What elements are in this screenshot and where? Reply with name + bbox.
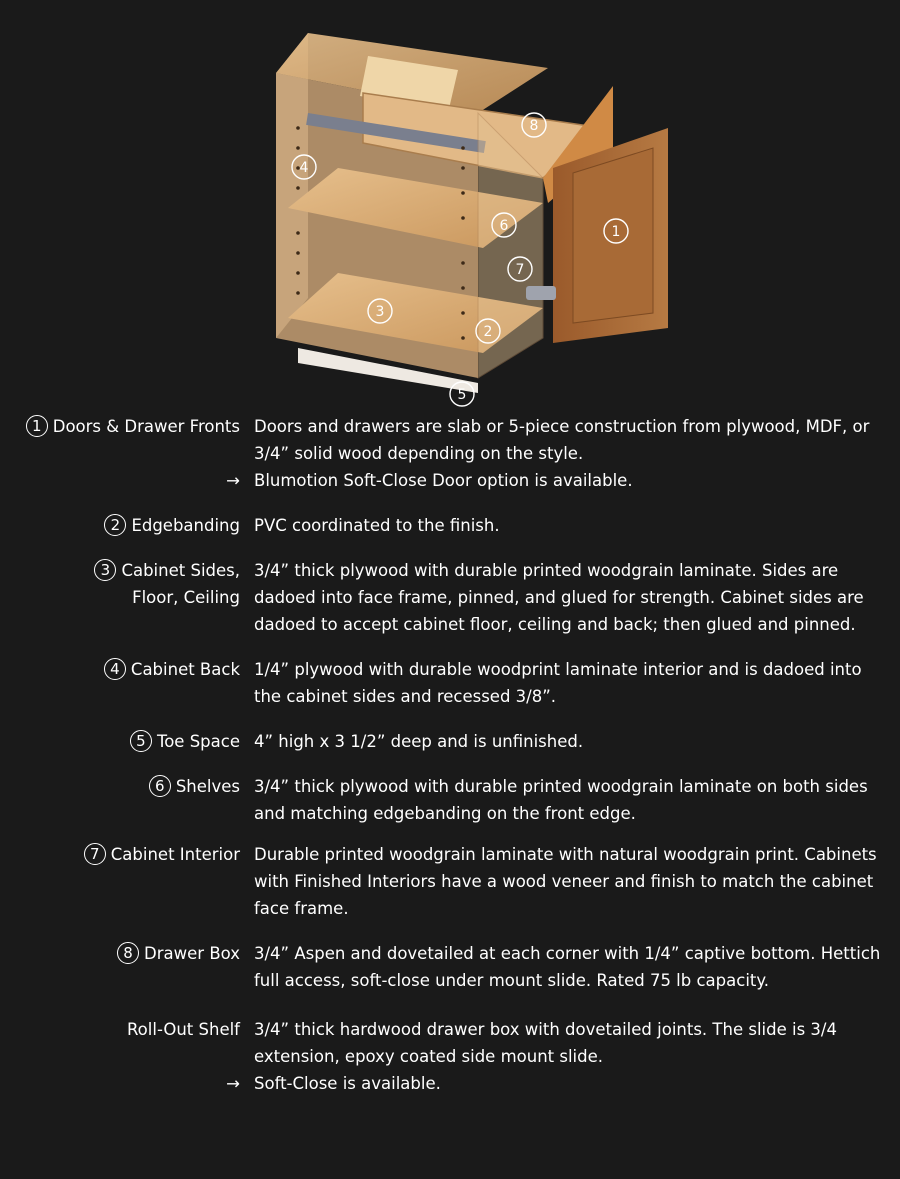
- spec-item-roll-out-shelf: [0, 1016, 900, 1070]
- cabinet-diagram: [268, 18, 708, 410]
- spec-label: Drawer Box: [144, 944, 240, 963]
- spec-description: 3/4” thick plywood with durable printed woodgrain laminate. Sides are dadoed into face frame, pinned, and glued for strength. Cabinet sides are dadoed to accept cabinet floor, ceiling and back; then glued and pinned.: [254, 561, 864, 634]
- spec-description: 3/4” Aspen and dovetailed at each corner with 1/4” captive bottom. Hettich full access, soft-close under mount slide. Rated 75 lb capacity.: [254, 944, 881, 990]
- marker-4-label: 4: [299, 160, 309, 176]
- spec-description: Doors and drawers are slab or 5-piece construction from plywood, MDF, or 3/4” solid wood depending on the style.: [254, 417, 870, 463]
- spec-label: Cabinet Sides,: [121, 561, 240, 580]
- spec-number: 7: [84, 843, 106, 865]
- marker-6-label: 6: [499, 218, 509, 234]
- spec-item-toe-space: [0, 728, 900, 755]
- spec-number: 4: [104, 658, 126, 680]
- spec-note-roll-out: [0, 1070, 900, 1097]
- spec-item-shelves: [0, 773, 900, 827]
- spec-item-sides: [0, 557, 900, 638]
- spec-label: Toe Space: [156, 732, 240, 751]
- spec-item-back: [0, 656, 900, 710]
- spec-label: Roll-Out Shelf: [126, 1020, 240, 1039]
- spec-note: Soft-Close is available.: [254, 1074, 441, 1093]
- spec-number: 3: [94, 559, 116, 581]
- spec-label: Cabinet Back: [130, 660, 240, 679]
- spec-list: [0, 409, 900, 1097]
- spec-item-drawer-box: [0, 940, 900, 994]
- marker-3-label: 3: [375, 304, 385, 320]
- spec-description: 4” high x 3 1/2” deep and is unfinished.: [254, 732, 584, 751]
- spec-description: 3/4” thick plywood with durable printed woodgrain laminate on both sides and matching edgebanding on the front edge.: [254, 777, 868, 823]
- marker-5-label: 5: [457, 387, 467, 403]
- marker-8-label: 8: [529, 118, 539, 134]
- spec-item-doors: [0, 413, 900, 467]
- spec-description: Durable printed woodgrain laminate with natural woodgrain print. Cabinets with Finished Interiors have a wood veneer and finish to match the cabinet face frame.: [254, 845, 877, 918]
- spec-number: 6: [149, 775, 171, 797]
- spec-number: 5: [130, 730, 152, 752]
- spec-label-line2: Floor, Ceiling: [132, 588, 240, 607]
- marker-7-label: 7: [515, 262, 525, 278]
- spec-note: Blumotion Soft-Close Door option is available.: [254, 471, 633, 490]
- spec-description: 3/4” thick hardwood drawer box with dovetailed joints. The slide is 3/4 extension, epoxy coated side mount slide.: [254, 1020, 837, 1066]
- spec-label: Doors & Drawer Fronts: [52, 417, 240, 436]
- spec-number: 2: [104, 514, 126, 536]
- spec-label: Shelves: [175, 777, 240, 796]
- marker-2-label: 2: [483, 324, 493, 340]
- marker-1-label: 1: [611, 224, 621, 240]
- arrow-icon: →: [226, 1074, 240, 1093]
- spec-note-doors: [0, 467, 900, 494]
- spec-item-edgebanding: [0, 512, 900, 539]
- door-hinge: [526, 286, 556, 300]
- spec-item-interior: [0, 841, 900, 922]
- spec-label: Cabinet Interior: [110, 845, 240, 864]
- spec-number: 8: [117, 942, 139, 964]
- spec-description: PVC coordinated to the finish.: [254, 516, 500, 535]
- spec-description: 1/4” plywood with durable woodprint laminate interior and is dadoed into the cabinet sides and recessed 3/8”.: [254, 660, 862, 706]
- spec-number: 1: [26, 415, 48, 437]
- cabinet-left-side: [276, 33, 308, 338]
- spec-label: Edgebanding: [131, 516, 240, 535]
- arrow-icon: →: [226, 471, 240, 490]
